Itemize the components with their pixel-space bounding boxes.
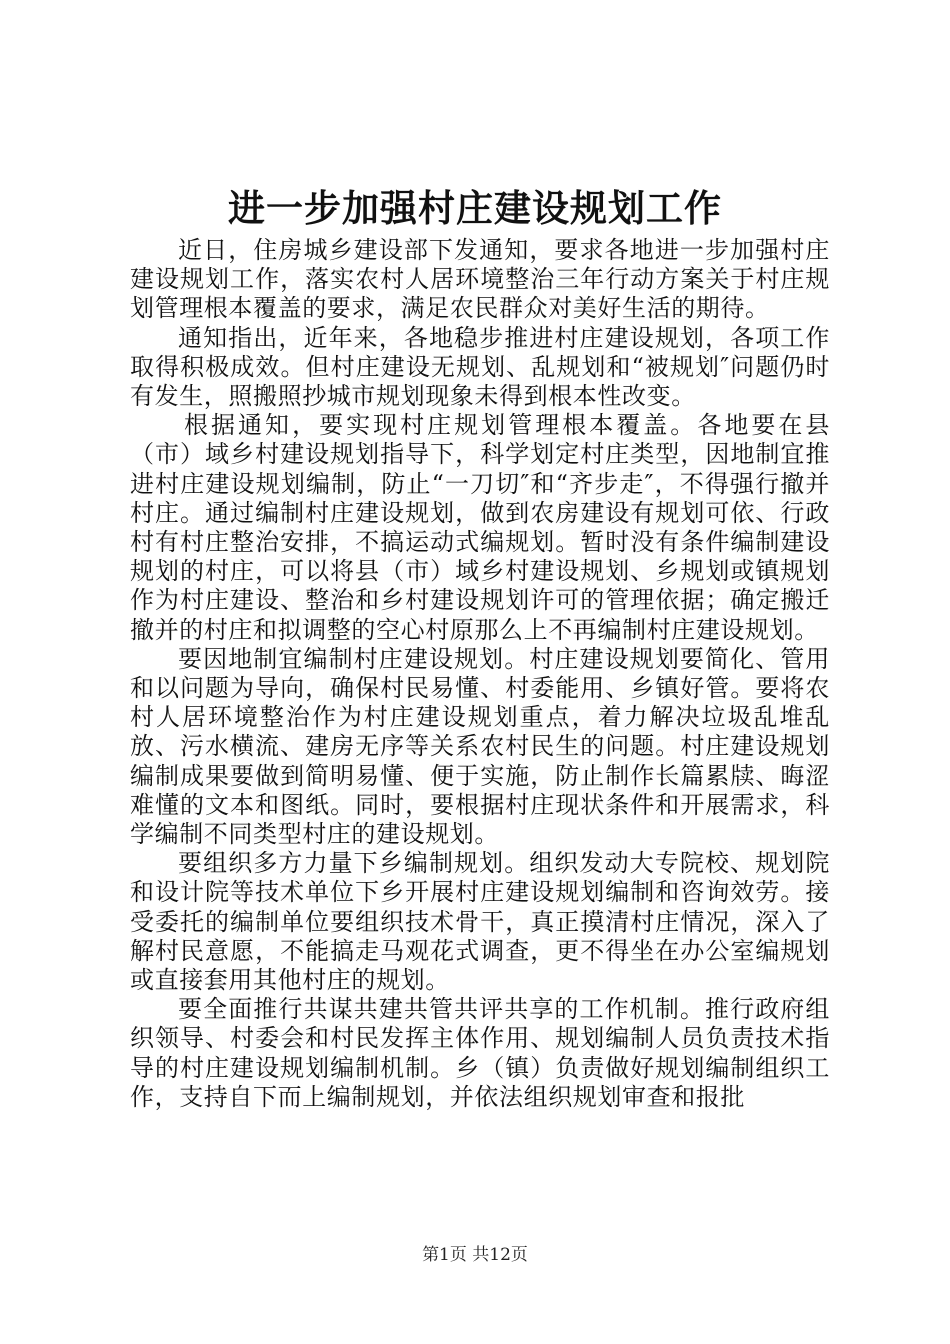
paragraph-5: 要组织多方力量下乡编制规划。组织发动大专院校、规划院和设计院等技术单位下乡开展村庄建设规划编制和咨询效劳。接受委托的编制单位要组织技术骨干，真正摸清村庄情况，深入了解村民意愿，不能搞走马观花式调查，更不得坐在办公室编规划或直接套用其他村庄的规划。 [130,849,830,995]
paragraph-4: 要因地制宜编制村庄建设规划。村庄建设规划要简化、管用和以问题为导向，确保村民易懂、村委能用、乡镇好管。要将农村人居环境整治作为村庄建设规划重点，着力解决垃圾乱堆乱放、污水横流、建房无序等关系农村民生的问题。村庄建设规划编制成果要做到简明易懂、便于实施，防止制作长篇累牍、晦涩难懂的文本和图纸。同时，要根据村庄现状条件和开展需求，科学编制不同类型村庄的建设规划。 [130,644,830,849]
paragraph-1: 近日，住房城乡建设部下发通知，要求各地进一步加强村庄建设规划工作，落实农村人居环境整治三年行动方案关于村庄规划管理根本覆盖的要求，满足农民群众对美好生活的期待。 [130,236,830,323]
page-indicator: 第1页 共12页 [422,1245,528,1265]
paragraph-2: 通知指出，近年来，各地稳步推进村庄建设规划，各项工作取得积极成效。但村庄建设无规划、乱规划和“被规划″问题仍时有发生，照搬照抄城市规划现象未得到根本性改变。 [130,323,830,411]
page-footer [0,1243,950,1267]
document-body [130,236,830,1112]
paragraph-6: 要全面推行共谋共建共管共评共享的工作机制。推行政府组织领导、村委会和村民发挥主体作用、规划编制人员负责技术指导的村庄建设规划编制机制。乡（镇）负责做好规划编制组织工作，支持自下而上编制规划，并依法组织规划审查和报批 [130,995,830,1111]
paragraph-3: 根据通知，要实现村庄规划管理根本覆盖。各地要在县（市）域乡村建设规划指导下，科学划定村庄类型，因地制宜推进村庄建设规划编制，防止“一刀切″和“齐步走″，不得强行撤并村庄。通过编制村庄建设规划，做到农房建设有规划可依、行政村有村庄整治安排，不搞运动式编规划。暂时没有条件编制建设规划的村庄，可以将县（市）域乡村建设规划、乡规划或镇规划作为村庄建设、整治和乡村建设规划许可的管理依据；确定搬迁撤并的村庄和拟调整的空心村原那么上不再编制村庄建设规划。 [130,411,830,644]
document-title: 进一步加强村庄建设规划工作 [228,186,722,230]
